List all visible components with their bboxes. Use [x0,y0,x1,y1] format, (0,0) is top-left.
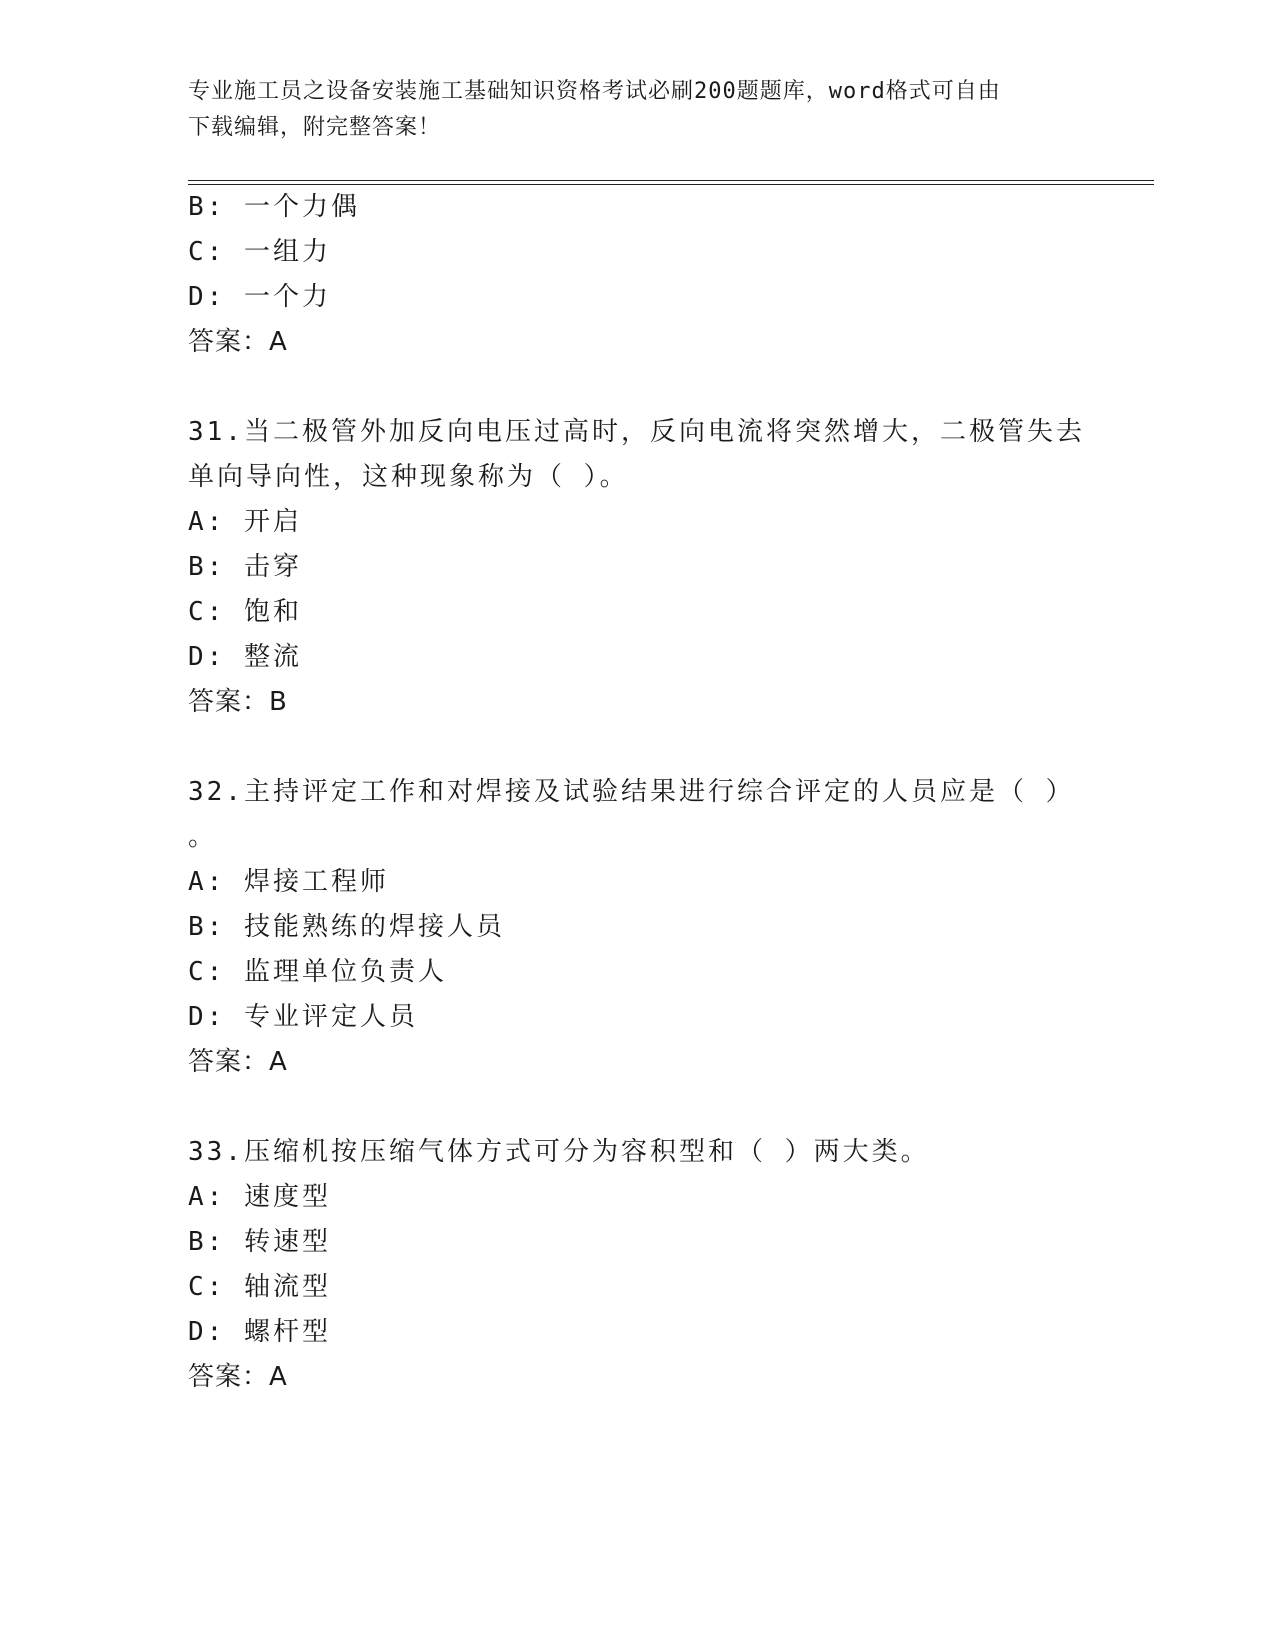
question-31-option-c: C: 饱和 [188,597,302,627]
question-32-option-b: B: 技能熟练的焊接人员 [188,912,505,942]
question-31-option-d: D: 整流 [188,642,302,672]
question-33-option-c: C: 轴流型 [188,1272,331,1302]
question-31-option-a: A: 开启 [188,507,302,537]
prev-option-c: C: 一组力 [188,237,331,267]
question-33-option-a: A: 速度型 [188,1182,331,1212]
document-header [188,74,1068,146]
header-divider-bottom [188,184,1154,185]
question-33-stem-line-1: 33.压缩机按压缩气体方式可分为容积型和（ ）两大类。 [188,1137,930,1167]
question-32-option-d: D: 专业评定人员 [188,1002,418,1032]
question-31-option-b: B: 击穿 [188,552,302,582]
question-33-option-d: D: 螺杆型 [188,1317,331,1347]
question-32-stem-line-2: 。 [188,822,218,852]
prev-option-b: B: 一个力偶 [188,192,360,222]
question-32-answer: 答案：A [188,1047,288,1077]
header-line-1: 专业施工员之设备安装施工基础知识资格考试必刷200题题库，word格式可自由 [188,79,1001,104]
question-33-option-b: B: 转速型 [188,1227,331,1257]
header-line-2: 下载编辑，附完整答案！ [188,115,442,140]
question-31-answer: 答案：B [188,687,288,717]
prev-option-d: D: 一个力 [188,282,331,312]
question-33-answer: 答案：A [188,1362,288,1392]
header-divider-top [188,180,1154,181]
prev-answer: 答案：A [188,327,288,357]
question-31-stem-line-2: 单向导向性，这种现象称为（ ）。 [188,462,629,492]
question-31-stem-line-1: 31.当二极管外加反向电压过高时，反向电流将突然增大，二极管失去 [188,417,1085,447]
question-32-option-c: C: 监理单位负责人 [188,957,447,987]
question-32-stem-line-1: 32.主持评定工作和对焊接及试验结果进行综合评定的人员应是（ ） [188,777,1075,807]
question-32-option-a: A: 焊接工程师 [188,867,389,897]
